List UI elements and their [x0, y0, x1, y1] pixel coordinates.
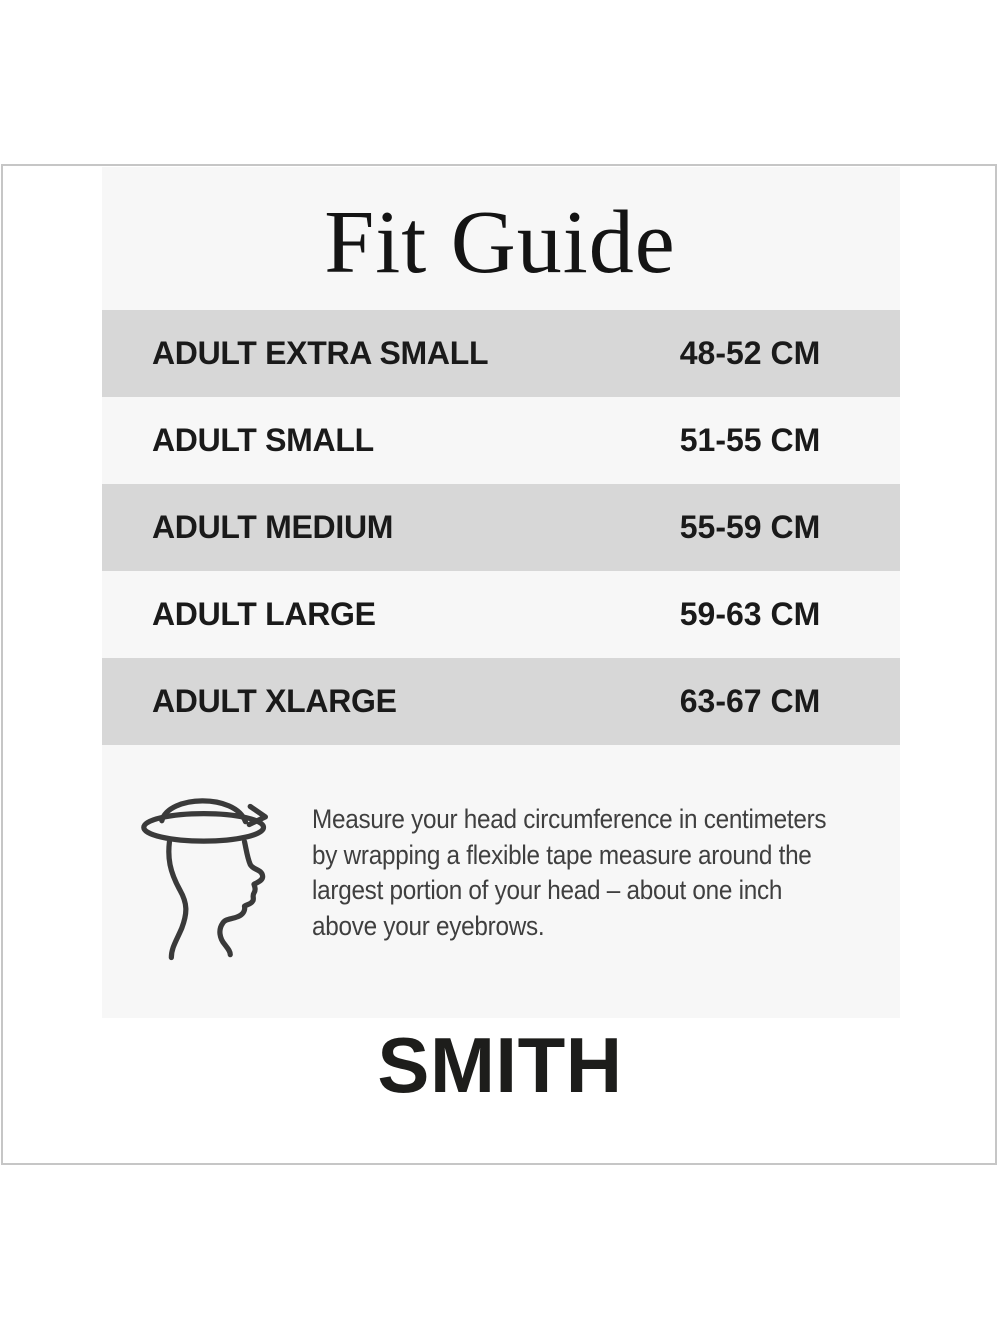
- measure-note-line: Measure your head circumference in centimeters: [312, 804, 827, 834]
- table-row: [102, 484, 900, 571]
- page-title: Fit Guide: [324, 193, 676, 292]
- table-row: [102, 571, 900, 658]
- measure-note-line: largest portion of your head – about one inch: [312, 875, 783, 905]
- measure-note-line: by wrapping a flexible tape measure around the: [312, 839, 812, 870]
- size-label: ADULT XLARGE: [152, 683, 397, 719]
- smith-brand-logo: SMITH: [377, 1021, 623, 1109]
- size-label: ADULT MEDIUM: [152, 509, 394, 545]
- size-range: 48-52 CM: [679, 335, 821, 371]
- table-row: [102, 658, 900, 745]
- size-range: 51-55 CM: [679, 422, 821, 458]
- size-table: [102, 310, 900, 745]
- measure-note-line: above your eyebrows.: [312, 910, 545, 941]
- size-range: 55-59 CM: [679, 509, 821, 545]
- measure-note: [312, 802, 883, 944]
- table-row: [102, 397, 900, 484]
- size-label: ADULT SMALL: [152, 422, 374, 458]
- size-range: 63-67 CM: [679, 683, 821, 719]
- measure-instructions-section: [140, 790, 880, 973]
- size-label: ADULT LARGE: [152, 596, 376, 632]
- size-range: 59-63 CM: [679, 596, 821, 632]
- head-measure-icon: [140, 790, 273, 973]
- size-label: ADULT EXTRA SMALL: [152, 335, 489, 371]
- table-row: [102, 310, 900, 397]
